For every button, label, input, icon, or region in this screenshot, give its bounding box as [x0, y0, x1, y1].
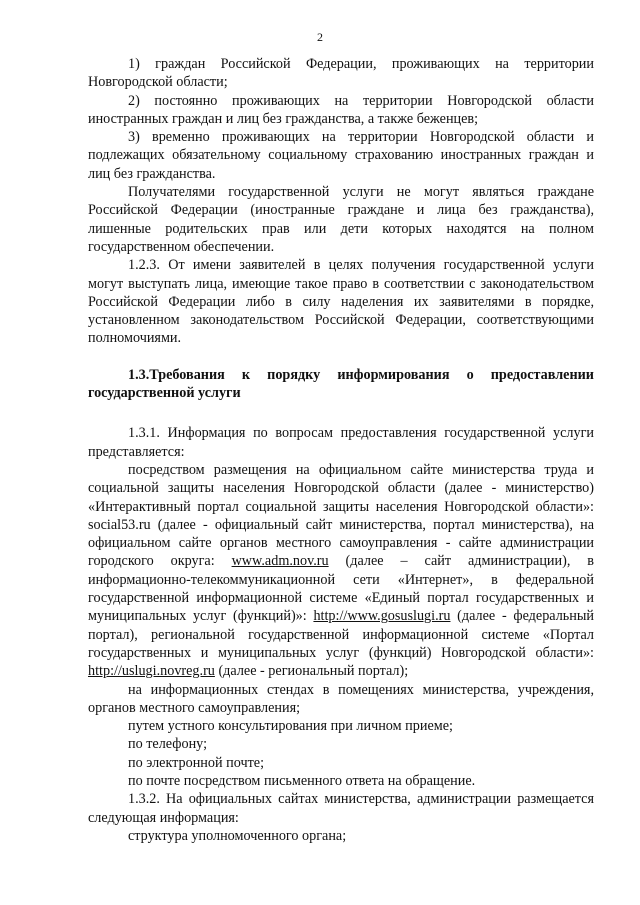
section-heading-1-3: 1.3.Требования к порядку информирования о предоставлении государственной услуги	[88, 366, 594, 402]
paragraph-phone: по телефону;	[128, 736, 208, 753]
link-adm-nov[interactable]: www.adm.nov.ru	[231, 553, 329, 570]
page-number: 2	[317, 30, 323, 44]
paragraph-1-2-3: 1.2.3. От имени заявителей в целях получения государственной услуги могут выступать лица, имеющие такое право в соответствии с законодательством Российской Федерации либо в силу наделения их заявителями в порядке, установленном законодательством Российской Федерации, соответствующими полномочиями.	[88, 257, 594, 347]
paragraph-oral: путем устного консультирования при личном приеме;	[128, 718, 453, 735]
paragraph-email: по электронной почте;	[128, 754, 265, 771]
paragraph-stands: на информационных стендах в помещениях министерства, учреждения, органов местного самоуправления;	[88, 681, 594, 716]
text-segment: (далее - региональный портал);	[214, 663, 409, 680]
paragraph-1-3-1: 1.3.1. Информация по вопросам предоставления государственной услуги представляется:	[88, 425, 594, 460]
text-segment: (далее – сайт администрации), в информационно-телекоммуникационной сети «Интернет», в федеральной государственной информационной системе «Единый портал государственных и муниципальных услуг (функций)»:	[88, 553, 594, 625]
paragraph-item-2: 2) постоянно проживающих на территории Новгородской области иностранных граждан и лиц без гражданства, а также беженцев;	[88, 92, 594, 127]
text-segment: (далее - федеральный портал), региональной государственной информационной системе «Портал государственных и муниципальных услуг (функций) Новгородской области»:	[88, 608, 594, 661]
paragraph-info-channels	[88, 461, 594, 681]
document-body	[88, 55, 594, 845]
paragraph-mail: по почте посредством письменного ответа на обращение.	[128, 772, 476, 789]
link-uslugi-novreg[interactable]: http://uslugi.novreg.ru	[88, 663, 215, 680]
link-gosuslugi[interactable]: http://www.gosuslugi.ru	[313, 608, 451, 625]
paragraph-1-3-2: 1.3.2. На официальных сайтах министерства, администрации размещается следующая информация:	[88, 791, 594, 826]
paragraph-item-1: 1) граждан Российской Федерации, проживающих на территории Новгородской области;	[88, 56, 594, 91]
paragraph-structure: структура уполномоченного органа;	[128, 827, 347, 844]
paragraph-item-3: 3) временно проживающих на территории Новгородской области и подлежащих обязательному социальному страхованию иностранных граждан и лиц без гражданства.	[88, 129, 594, 182]
text-segment: посредством размещения на официальном сайте министерства труда и социальной защиты населения Новгородской области (далее - министерство) «Интерактивный портал социальной защиты населения Новгородской области»: social53.ru (далее - официальный сайт министерства, портал министерства), на официальном сайте органов местного самоуправления - сайте администрации городского округа:	[88, 461, 594, 570]
paragraph-recipients: Получателями государственной услуги не могут являться граждане Российской Федерации (иностранные граждане и лица без гражданства), лишенные родительских прав или дети которых находятся на полном государственном обеспечении.	[88, 184, 594, 255]
